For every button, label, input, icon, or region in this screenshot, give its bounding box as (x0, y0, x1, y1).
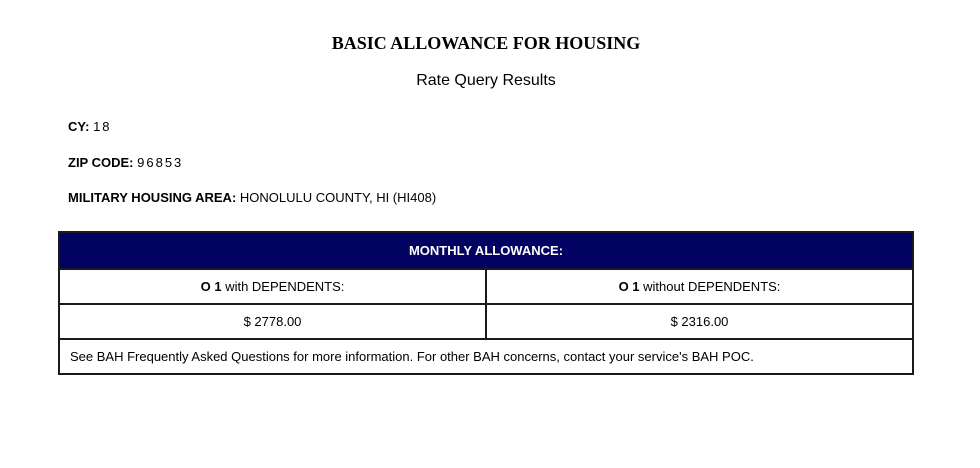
table-row (59, 269, 913, 304)
pay-grade: O 1 (618, 279, 640, 294)
with-dependents-amount: $ 2778.00 (59, 304, 486, 339)
pay-grade: O 1 (200, 279, 222, 294)
cy-label: CY: (68, 119, 90, 134)
military-housing-area-line (68, 190, 436, 206)
monthly-allowance-table (58, 231, 914, 375)
zip-code-label: ZIP CODE: (68, 155, 134, 170)
without-dependents-label: without DEPENDENTS: (643, 279, 781, 294)
with-dependents-label-cell (59, 269, 486, 304)
page-title: BASIC ALLOWANCE FOR HOUSING (331, 33, 641, 53)
table-header-row (59, 232, 913, 269)
cy-value: 18 (93, 119, 112, 134)
without-dependents-label-cell (486, 269, 913, 304)
table-row (59, 304, 913, 339)
without-dependents-amount: $ 2316.00 (486, 304, 913, 339)
monthly-allowance-header: MONTHLY ALLOWANCE: (59, 232, 913, 269)
table-row (59, 339, 913, 374)
zip-code-line (68, 155, 183, 171)
military-housing-area-label: MILITARY HOUSING AREA: (68, 190, 237, 205)
with-dependents-label: with DEPENDENTS: (225, 279, 345, 294)
military-housing-area-value: HONOLULU COUNTY, HI (HI408) (239, 190, 437, 205)
page-subtitle: Rate Query Results (416, 72, 556, 89)
footer-note: See BAH Frequently Asked Questions for more information. For other BAH concerns, contact your service's BAH POC. (59, 339, 913, 374)
zip-code-value: 96853 (137, 155, 184, 170)
cy-line (68, 119, 112, 135)
